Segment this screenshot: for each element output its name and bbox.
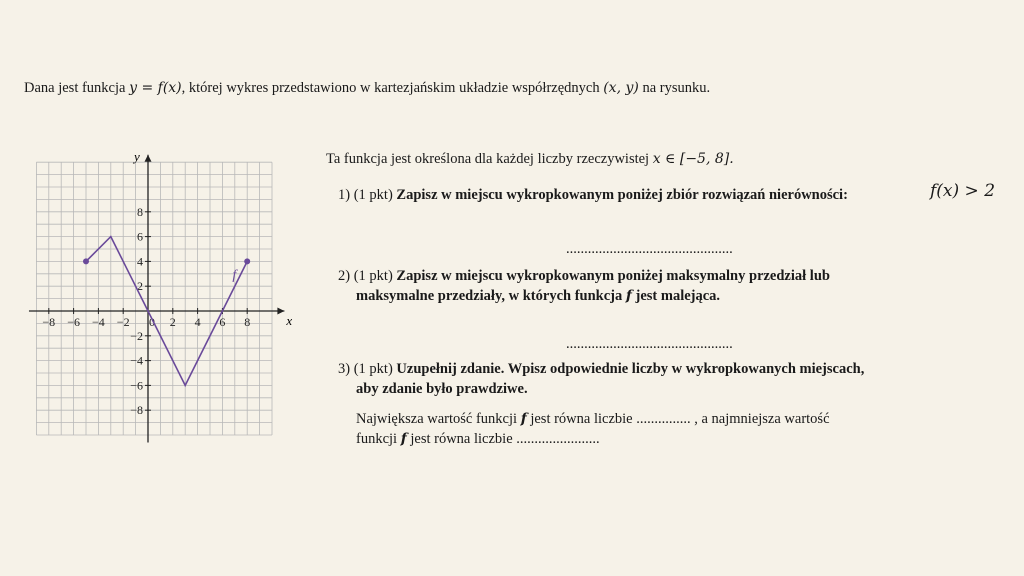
task-3-instruction-line2: aby zdanie było prawdziwe. [356, 381, 528, 397]
task-3-f1: f [520, 411, 527, 427]
task-3-line2 [356, 380, 528, 399]
intro-coords: (x, y) [603, 80, 639, 96]
x-tick-label: −2 [116, 315, 130, 329]
task-3-sentence-line1[interactable] [356, 410, 830, 429]
x-tick-label: 8 [244, 315, 251, 329]
task-2-number: 2) [338, 268, 351, 284]
x-tick-label: −8 [42, 315, 56, 329]
function-graph [14, 150, 294, 450]
task-1-inequality: f(x) > 2 [930, 181, 996, 201]
task-2-answer-field[interactable]: .............................................. [566, 336, 733, 352]
x-axis-label: x [286, 313, 293, 328]
x-tick-label: 6 [219, 315, 226, 329]
y-tick-label: −8 [130, 403, 143, 418]
intro-before: Dana jest funkcja [24, 80, 130, 96]
task-1-points: (1 pkt) [353, 187, 397, 203]
x-tick-label: −6 [67, 315, 80, 329]
task-1-answer-field[interactable]: .............................................. [566, 241, 733, 257]
y-axis-label: y [134, 150, 140, 164]
x-tick-label: 2 [169, 315, 176, 329]
x-axis-arrow-icon [277, 308, 284, 315]
y-axis-arrow-icon [145, 155, 152, 162]
function-label: f [232, 267, 237, 283]
intro-middle: , której wykres przedstawiono w kartezjańskim układzie współrzędnych [181, 80, 604, 96]
task-2-instruction-line1: Zapisz w miejscu wykropkowanym poniżej maksymalny przedział lub [396, 268, 830, 284]
y-tick-label: 6 [137, 229, 143, 244]
task-3-points: (1 pkt) [353, 361, 397, 377]
task-2-instruction-end: jest malejąca. [631, 288, 721, 304]
y-tick-label: −4 [130, 353, 143, 368]
task-3-instruction-line1: Uzupełnij zdanie. Wpisz odpowiednie liczby w wykropkowanych miejscach, [396, 361, 865, 377]
endpoint-right [244, 258, 250, 264]
domain-math: x ∈ [−5, 8]. [652, 151, 734, 167]
task-3-sentence-c: funkcji [356, 431, 401, 447]
task-3-sentence-a: Największa wartość funkcji [356, 411, 521, 427]
intro-after: na rysunku. [638, 80, 711, 96]
task-1-number: 1) [338, 187, 351, 203]
y-tick-label: −6 [130, 378, 143, 393]
task-3-sentence-line2[interactable] [356, 430, 600, 449]
task-3-sentence-b[interactable]: jest równa liczbie ............... , a najmniejsza wartość [526, 411, 830, 427]
y-tick-label: 2 [137, 279, 143, 294]
task-1-instruction: Zapisz w miejscu wykropkowanym poniżej zbiór rozwiązań nierówności: [396, 187, 848, 203]
task-2-instruction-line2: maksymalne przedziały, w których funkcja [356, 288, 626, 304]
intro-text [24, 78, 710, 98]
x-tick-label: −4 [92, 315, 105, 329]
task-2 [338, 267, 830, 286]
endpoint-left [83, 258, 89, 264]
task-3-f2: f [400, 431, 407, 447]
x-tick-label: 0 [149, 315, 155, 329]
task-3-sentence-d[interactable]: jest równa liczbie ....................... [406, 431, 600, 447]
task-2-points: (1 pkt) [353, 268, 397, 284]
task-3-number: 3) [338, 361, 351, 377]
task-2-f: f [625, 288, 632, 304]
intro-formula: y = f(x) [129, 80, 182, 96]
y-tick-label: 8 [137, 204, 143, 219]
domain-text: Ta funkcja jest określona dla każdej liczby rzeczywistej [326, 151, 653, 167]
task-3 [338, 360, 864, 379]
task-1 [338, 186, 848, 205]
task-2-line2 [356, 287, 720, 306]
domain-statement [326, 150, 734, 169]
y-tick-label: −2 [130, 328, 143, 343]
y-tick-label: 4 [137, 254, 143, 269]
x-tick-label: 4 [194, 315, 201, 329]
